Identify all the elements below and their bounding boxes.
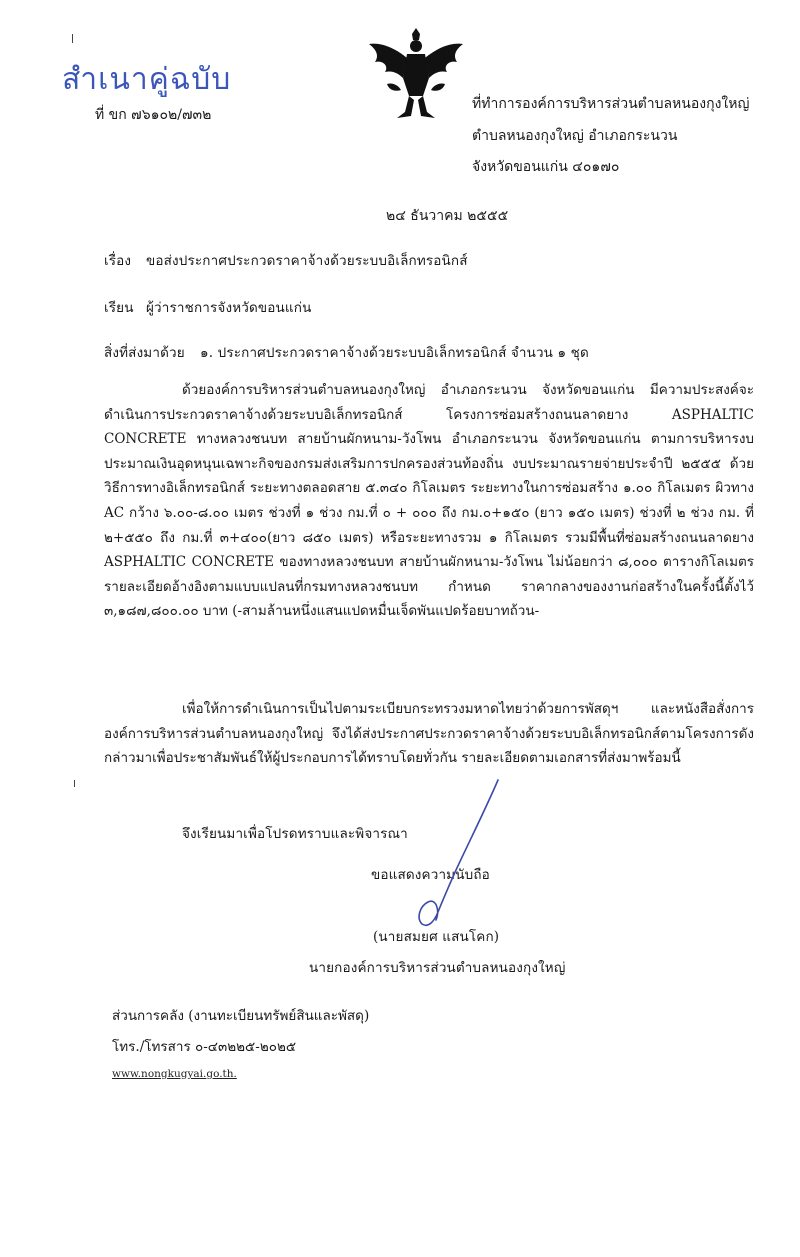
signer-name: (นายสมยศ แสนโคก) xyxy=(373,929,500,945)
closing-salutation: ขอแสดงความนับถือ xyxy=(371,867,490,883)
scan-mark xyxy=(74,780,75,787)
signer-title: นายกองค์การบริหารส่วนตำบลหนองกุงใหญ่ xyxy=(309,960,566,976)
subject-label: เรื่อง xyxy=(104,253,132,269)
sender-address-line-3: จังหวัดขอนแก่น ๔๐๑๗๐ xyxy=(472,159,620,175)
recipient-label: เรียน xyxy=(104,300,134,316)
subject: ขอส่งประกาศประกวดราคาจ้างด้วยระบบอิเล็กทรอนิกส์ xyxy=(146,253,468,269)
phone-fax: โทร./โทรสาร ๐-๔๓๒๒๕-๒๐๒๕ xyxy=(112,1039,297,1055)
body-paragraph-1 xyxy=(104,378,754,624)
attachment-label: สิ่งที่ส่งมาด้วย xyxy=(104,345,185,361)
scan-mark xyxy=(72,34,73,43)
paragraph-2-text: เพื่อให้การดำเนินการเป็นไปตามระเบียบกระทรวงมหาดไทยว่าด้วยการพัสดุฯ และหนังสือสั่งการองค์การบริหารส่วนตำบลหนองกุงใหญ่ จึงได้ส่งประกาศประกวดราคาจ้างด้วยระบบอิเล็กทรอนิกส์ตามโครงการดังกล่าวมาเพื่อประชาสัมพันธ์ให้ผู้ประกอบการได้ทราบโดยทั่วกัน รายละเอียดตามเอกสารที่ส่งมาพร้อมนี้ xyxy=(104,701,754,767)
document-number: ที่ ขก ๗๖๑๐๒/๗๓๒ xyxy=(95,107,212,123)
garuda-emblem xyxy=(367,28,465,120)
sender-address-line-1: ที่ทำการองค์การบริหารส่วนตำบลหนองกุงใหญ่ xyxy=(472,96,750,112)
department: ส่วนการคลัง (งานทะเบียนทรัพย์สินและพัสดุ) xyxy=(112,1008,370,1024)
handwritten-signature xyxy=(398,778,508,934)
letter-date: ๒๔ ธันวาคม ๒๕๕๕ xyxy=(386,208,509,224)
closing-request: จึงเรียนมาเพื่อโปรดทราบและพิจารณา xyxy=(182,826,408,842)
recipient: ผู้ว่าราชการจังหวัดขอนแก่น xyxy=(146,300,312,316)
website-link[interactable]: www.nongkugyai.go.th. xyxy=(112,1068,237,1080)
attachment: ๑. ประกาศประกวดราคาจ้างด้วยระบบอิเล็กทรอนิกส์ จำนวน ๑ ชุด xyxy=(200,345,589,361)
sender-address-line-2: ตำบลหนองกุงใหญ่ อำเภอกระนวน xyxy=(472,128,678,144)
paragraph-1-text: ด้วยองค์การบริหารส่วนตำบลหนองกุงใหญ่ อำเภอกระนวน จังหวัดขอนแก่น มีความประสงค์จะดำเนินการประกวดราคาจ้างด้วยระบบอิเล็กทรอนิกส์ โครงการซ่อมสร้างถนนลาดยาง ASPHALTIC CONCRETE ทางหลวงชนบท สายบ้านผักหนาม-วังโพน อำเภอกระนวน จังหวัดขอนแก่น ตามการบริหารงบประมาณเงินอุดหนุนเฉพาะกิจของกรมส่งเสริมการปกครองส่วนท้องถิ่น งบประมาณรายจ่ายประจำปี ๒๕๕๕ ด้วยวิธีการทางอิเล็กทรอนิกส์ ระยะทางตลอดสาย ๕.๓๔๐ กิโลเมตร ระยะทางในการซ่อมสร้าง ๑.๐๐ กิโลเมตร ผิวทาง AC กว้าง ๖.๐๐-๘.๐๐ เมตร ช่วงที่ ๑ ช่วง กม.ที่ ๐ + ๐๐๐ ถึง กม.๐+๑๕๐ (ยาว ๑๕๐ เมตร) ช่วงที่ ๒ ช่วง กม. ที่ ๒+๕๕๐ ถึง กม.ที่ ๓+๔๐๐(ยาว ๘๕๐ เมตร) หรือระยะทางรวม ๑ กิโลเมตร รวมมีพื้นที่ซ่อมสร้างถนนลาดยาง ASPHALTIC CONCRETE ของทางหลวงชนบท สายบ้านผักหนาม-วังโพน ไม่น้อยกว่า ๘,๐๐๐ ตารางกิโลเมตร รายละเอียดอ้างอิงตามแบบแปลนที่กรมทางหลวงชนบท กำหนด ราคากลางของงานก่อสร้างในครั้งนี้ตั้งไว้ ๓,๑๘๗,๘๐๐.๐๐ บาท (-สามล้านหนึ่งแสนแปดหมื่นเจ็ดพันแปดร้อยบาทถ้วน- xyxy=(104,382,754,620)
body-paragraph-2 xyxy=(104,697,754,771)
copy-stamp: สำเนาคู่ฉบับ xyxy=(62,62,232,97)
